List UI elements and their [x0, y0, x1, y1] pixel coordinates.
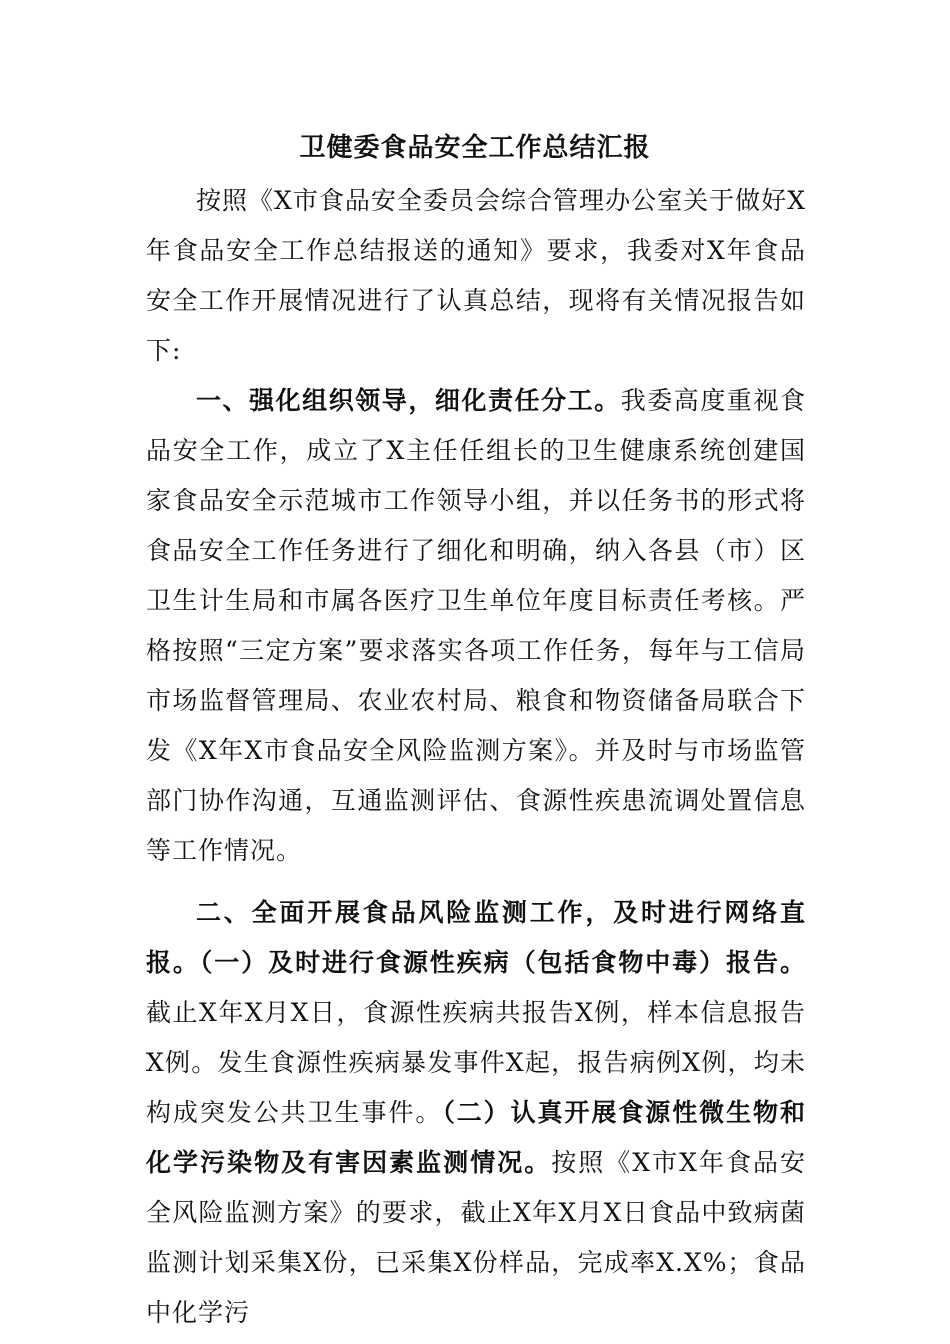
section-two-subheading: （二）认真开展食源性微生物和化学污染物及有害因素监测情况。 [146, 1098, 806, 1177]
document-title: 卫健委食品安全工作总结汇报 [299, 133, 651, 163]
paragraph-intro [146, 176, 806, 376]
section-two-text-b: 按照《X市X年食品安全风险监测方案》的要求，截止X年X月X日食品中致病菌监测计划采集X份，已采集X份样品，完成率X.X%；食品中化学污 [146, 1148, 806, 1327]
paragraph-section-one [146, 376, 806, 876]
section-one-heading: 一、强化组织领导，细化责任分工。 [196, 386, 621, 415]
paragraph-section-two [146, 888, 806, 1338]
document-body [146, 176, 806, 1338]
section-two-heading: 二、全面开展食品风险监测工作，及时进行网络直报。（一）及时进行食源性疾病（包括食物中毒）报告。 [146, 898, 806, 977]
paragraph-intro-text: 按照《X市食品安全委员会综合管理办公室关于做好X年食品安全工作总结报送的通知》要求，我委对X年食品安全工作开展情况进行了认真总结，现将有关情况报告如下: [146, 186, 806, 365]
section-one-text: 我委高度重视食品安全工作，成立了X主任任组长的卫生健康系统创建国家食品安全示范城市工作领导小组，并以任务书的形式将食品安全工作任务进行了细化和明确，纳入各县（市）区卫生计生局和市属各医疗卫生单位年度目标责任考核。严格按照“三定方案”要求落实各项工作任务，每年与工信局市场监督管理局、农业农村局、粮食和物资储备局联合下发《X年X市食品安全风险监测方案》。并及时与市场监管部门协作沟通，互通监测评估、食源性疾患流调处置信息等工作情况。 [146, 386, 806, 865]
section-two-text-a: 截止X年X月X日，食源性疾病共报告X例，样本信息报告X例。发生食源性疾病暴发事件X起，报告病例X例，均未构成突发公共卫生事件。 [146, 998, 806, 1127]
